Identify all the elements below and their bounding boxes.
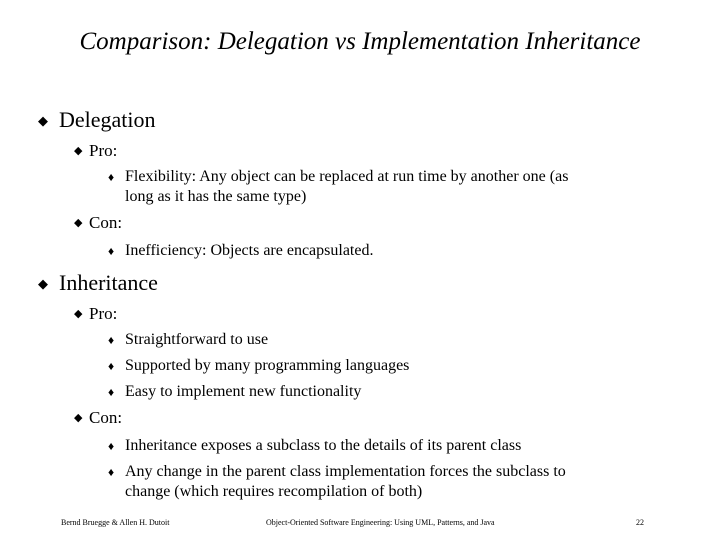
item-line: Flexibility: Any object can be replaced at run time by another one (as xyxy=(125,168,569,185)
diamond-bullet-icon: ◆ xyxy=(74,308,83,320)
list-item xyxy=(108,356,409,376)
inheritance-con xyxy=(74,408,122,428)
item-line: long as it has the same type) xyxy=(125,188,307,205)
con-label: Con: xyxy=(89,408,123,427)
delegation-con xyxy=(74,213,122,233)
item-line: Easy to implement new functionality xyxy=(125,383,362,400)
diamond-bullet-icon: ◆ xyxy=(38,276,48,291)
pro-label: Pro: xyxy=(89,304,118,323)
diamond-bullet-icon: ♦ xyxy=(108,333,115,347)
diamond-bullet-icon: ◆ xyxy=(74,145,83,157)
footer-book-title: Object-Oriented Software Engineering: Using UML, Patterns, and Java xyxy=(266,518,495,527)
item-line: Inefficiency: Objects are encapsulated. xyxy=(125,242,374,259)
diamond-bullet-icon: ♦ xyxy=(108,170,115,184)
diamond-bullet-icon: ◆ xyxy=(74,217,83,229)
list-item xyxy=(108,462,566,502)
item-line: Any change in the parent class implementation forces the subclass to xyxy=(125,463,566,480)
diamond-bullet-icon: ♦ xyxy=(108,359,115,373)
delegation-pro xyxy=(74,141,117,161)
diamond-bullet-icon: ◆ xyxy=(74,412,83,424)
item-line: change (which requires recompilation of both) xyxy=(125,483,423,500)
diamond-bullet-icon: ♦ xyxy=(108,439,115,453)
item-line: Straightforward to use xyxy=(125,331,269,348)
list-item xyxy=(108,382,361,402)
section-inheritance xyxy=(38,270,158,296)
diamond-bullet-icon: ♦ xyxy=(108,385,115,399)
section-heading: Inheritance xyxy=(59,270,158,295)
list-item xyxy=(108,167,568,207)
footer-authors: Bernd Bruegge & Allen H. Dutoit xyxy=(61,518,170,527)
item-line: Supported by many programming languages xyxy=(125,357,410,374)
section-delegation xyxy=(38,107,156,133)
list-item xyxy=(108,241,373,261)
list-item xyxy=(108,436,521,456)
section-heading: Delegation xyxy=(59,107,156,132)
con-label: Con: xyxy=(89,213,123,232)
inheritance-pro xyxy=(74,304,117,324)
page-number: 22 xyxy=(636,518,644,527)
diamond-bullet-icon: ♦ xyxy=(108,244,115,258)
diamond-bullet-icon: ◆ xyxy=(38,113,48,128)
slide-title: Comparison: Delegation vs Implementation Inheritance xyxy=(79,28,641,55)
list-item xyxy=(108,330,268,350)
item-line: Inheritance exposes a subclass to the details of its parent class xyxy=(125,437,522,454)
pro-label: Pro: xyxy=(89,141,118,160)
diamond-bullet-icon: ♦ xyxy=(108,465,115,479)
